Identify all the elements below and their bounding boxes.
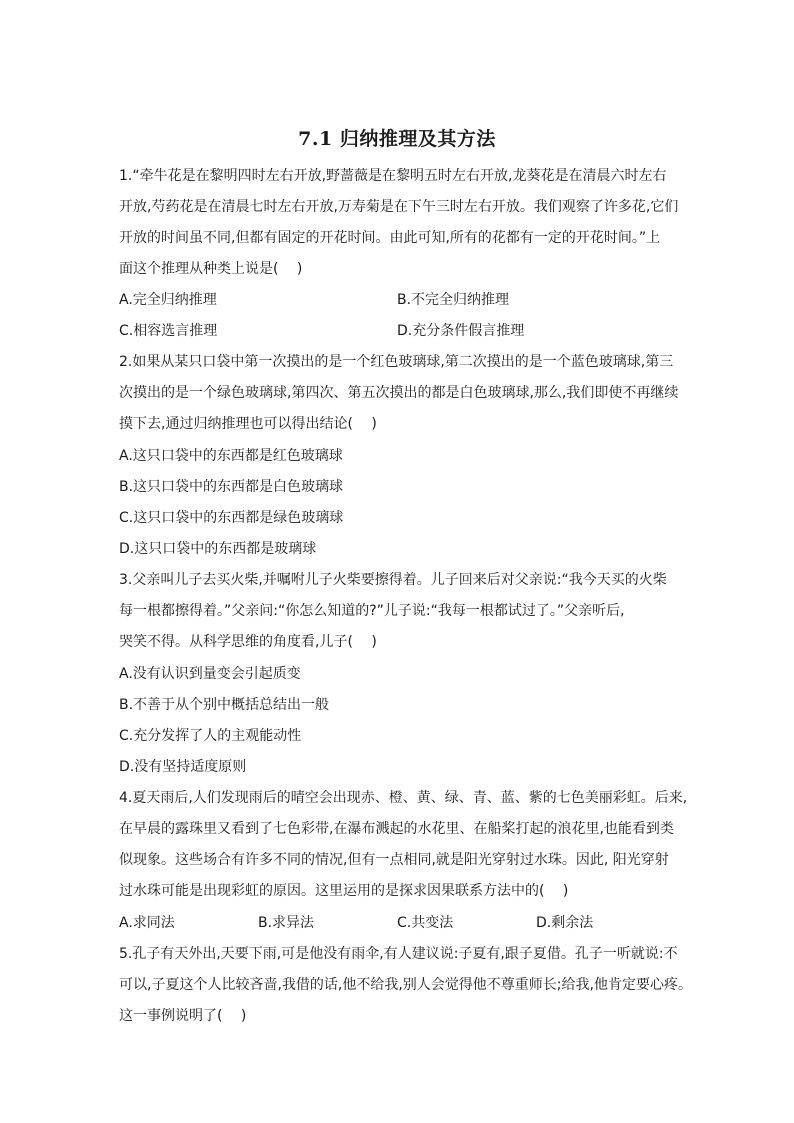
q4-option-b: B.求异法	[258, 915, 315, 931]
q4-line: 似现象。这些场合有许多不同的情况,但有一点相同,就是阳光穿射过水珠。因此, 阳光穿射	[119, 852, 669, 868]
q5-line: 这一事例说明了( )	[119, 1008, 247, 1024]
q2-option-d: D.这只口袋中的东西都是玻璃球	[119, 541, 317, 557]
q2-option-a: A.这只口袋中的东西都是红色玻璃球	[119, 448, 343, 464]
q5-line: 5.孔子有天外出,天要下雨,可是他没有雨伞,有人建议说:子夏有,跟子夏借。孔子一听就说:不	[119, 946, 678, 962]
q2-line: 摸下去,通过归纳推理也可以得出结论( )	[119, 416, 377, 432]
q2-line: 2.如果从某只口袋中第一次摸出的是一个红色玻璃球,第二次摸出的是一个蓝色玻璃球,第三	[119, 354, 674, 370]
q4-option-d: D.剩余法	[536, 915, 594, 931]
q3-option-d: D.没有坚持适度原则	[119, 759, 247, 775]
q3-line: 哭笑不得。从科学思维的角度看,儿子( )	[119, 634, 377, 650]
q3-option-b: B.不善于从个别中概括总结出一般	[119, 697, 330, 713]
q2-option-b: B.这只口袋中的东西都是白色玻璃球	[119, 479, 344, 495]
q4-option-a: A.求同法	[119, 915, 175, 931]
q1-option-a: A.完全归纳推理	[119, 292, 217, 308]
q4-line: 过水珠可能是出现彩虹的原因。这里运用的是探求因果联系方法中的( )	[119, 883, 569, 899]
q2-line: 次摸出的是一个绿色玻璃球,第四次、第五次摸出的都是白色玻璃球,那么,我们即使不再继续	[119, 385, 679, 401]
q1-line: 面这个推理从种类上说是( )	[119, 261, 303, 277]
q2-option-c: C.这只口袋中的东西都是绿色玻璃球	[119, 510, 344, 526]
page-title: 7.1 归纳推理及其方法	[298, 128, 496, 150]
q1-option-d: D.充分条件假言推理	[397, 323, 525, 339]
q1-line: 开放,芍药花是在清晨七时左右开放,万寿菊是在下午三时左右开放。我们观察了许多花,它们	[119, 199, 679, 215]
q1-option-c: C.相容选言推理	[119, 323, 218, 339]
q3-option-c: C.充分发挥了人的主观能动性	[119, 728, 302, 744]
q3-line: 3.父亲叫儿子去买火柴,并嘱咐儿子火柴要擦得着。儿子回来后对父亲说:“我今天买的火柴	[119, 572, 667, 588]
q5-line: 可以,子夏这个人比较吝啬,我借的话,他不给我,别人会觉得他不尊重师长;给我,他肯定要心疼。	[119, 977, 692, 993]
q4-line: 4.夏天雨后,人们发现雨后的晴空会出现赤、橙、黄、绿、青、蓝、紫的七色美丽彩虹。后来,	[119, 790, 688, 806]
q4-option-c: C.共变法	[397, 915, 454, 931]
q3-option-a: A.没有认识到量变会引起质变	[119, 666, 301, 682]
q1-line: 1.“牵牛花是在黎明四时左右开放,野蔷薇是在黎明五时左右开放,龙葵花是在清晨六时左右	[119, 168, 667, 184]
q4-line: 在早晨的露珠里又看到了七色彩带,在瀑布溅起的水花里、在船桨打起的浪花里,也能看到类	[119, 821, 674, 837]
q3-line: 每一根都擦得着。”父亲问:“你怎么知道的?”儿子说:“我每一根都试过了。”父亲听后,	[119, 603, 625, 619]
q1-option-b: B.不完全归纳推理	[397, 292, 510, 308]
q1-line: 开放的时间虽不同,但都有固定的开花时间。由此可知,所有的花都有一定的开花时间。”上	[119, 230, 661, 246]
